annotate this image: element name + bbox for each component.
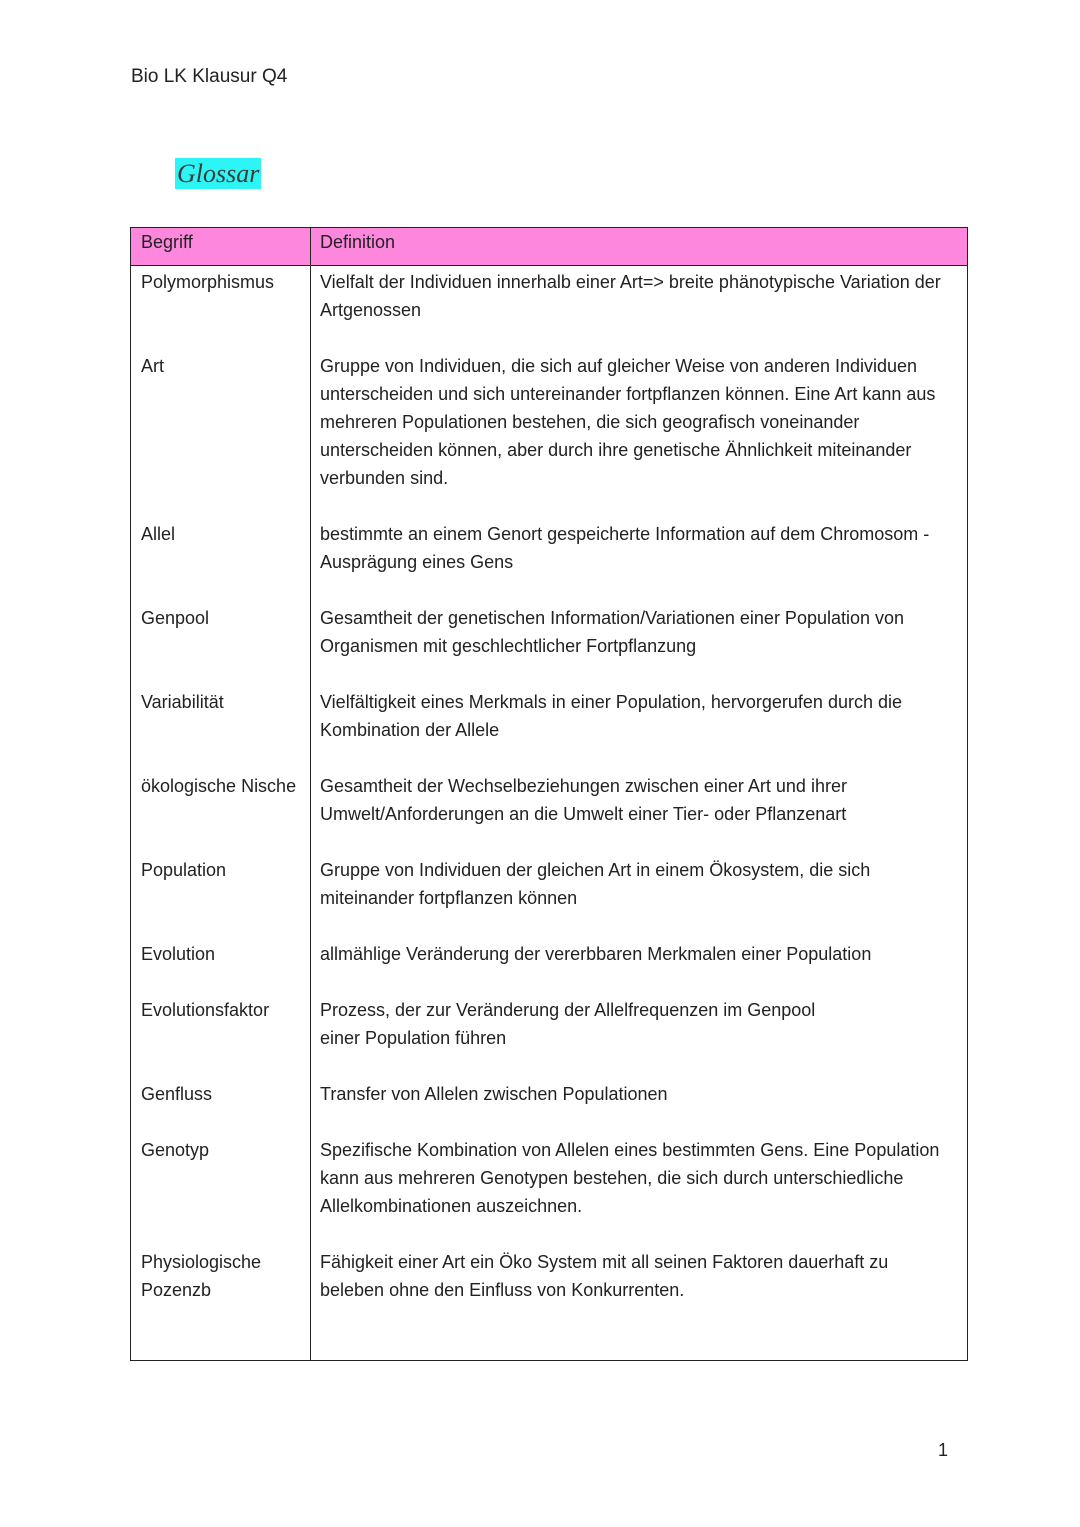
term-cell: ökologische Nische: [141, 776, 297, 796]
column-header-definition: Definition: [320, 232, 396, 252]
term-cell: Allel: [141, 524, 176, 544]
definition-cell: allmählige Veränderung der vererbbaren Merkmalen einer Population: [320, 944, 872, 964]
definition-cell: bestimmte an einem Genort gespeicherte Information auf dem Chromosom - Ausprägung eines Gens: [320, 524, 930, 572]
column-header-term: Begriff: [141, 232, 193, 252]
definition-cell: Prozess, der zur Veränderung der Allelfrequenzen im Genpool einer Population führen: [320, 1000, 816, 1048]
definition-cell: Transfer von Allelen zwischen Populationen: [320, 1084, 668, 1104]
glossary-table: [130, 227, 968, 1361]
definition-cell: Gesamtheit der Wechselbeziehungen zwischen einer Art und ihrer Umwelt/Anforderungen an die Umwelt einer Tier- oder Pflanzenart: [320, 776, 847, 824]
definition-cell: Gruppe von Individuen, die sich auf gleicher Weise von anderen Individuen unterscheiden und sich untereinander fortpflanzen können. Eine Art kann aus mehreren Populationen bestehen, die sich geografisch voneinander unterscheiden können, aber durch ihre genetische Ähnlichkeit miteinander verbunden sind.: [320, 356, 936, 488]
term-cell: Genpool: [141, 608, 210, 628]
page-title: Glossar: [177, 159, 260, 188]
page-header: Bio LK Klausur Q4: [131, 66, 288, 87]
definition-cell: Gruppe von Individuen der gleichen Art in einem Ökosystem, die sich miteinander fortpflanzen können: [320, 860, 871, 908]
definition-cell: Spezifische Kombination von Allelen eines bestimmten Gens. Eine Population kann aus mehreren Genotypen bestehen, die sich durch unterschiedliche Allelkombinationen auszeichnen.: [320, 1140, 940, 1216]
page-number: 1: [938, 1440, 949, 1460]
column-divider: [310, 228, 311, 1360]
term-cell: Evolutionsfaktor: [141, 1000, 270, 1020]
definition-cell: Vielfalt der Individuen innerhalb einer Art=> breite phänotypische Variation der Artgenossen: [320, 272, 941, 320]
term-cell: Variabilität: [141, 692, 224, 712]
term-cell: Genfluss: [141, 1084, 213, 1104]
term-cell: Art: [141, 356, 165, 376]
definition-cell: Gesamtheit der genetischen Information/Variationen einer Population von Organismen mit geschlechtlicher Fortpflanzung: [320, 608, 905, 656]
term-cell: Evolution: [141, 944, 216, 964]
term-cell: Genotyp: [141, 1140, 210, 1160]
definition-cell: Vielfältigkeit eines Merkmals in einer Population, hervorgerufen durch die Kombination der Allele: [320, 692, 902, 740]
table-header-row: [131, 228, 967, 266]
definition-cell: Fähigkeit einer Art ein Öko System mit all seinen Faktoren dauerhaft zu beleben ohne den Einfluss von Konkurrenten.: [320, 1252, 889, 1300]
term-cell: Population: [141, 860, 227, 880]
term-cell: Physiologische Pozenzb: [141, 1252, 262, 1300]
term-cell: Polymorphismus: [141, 272, 275, 292]
